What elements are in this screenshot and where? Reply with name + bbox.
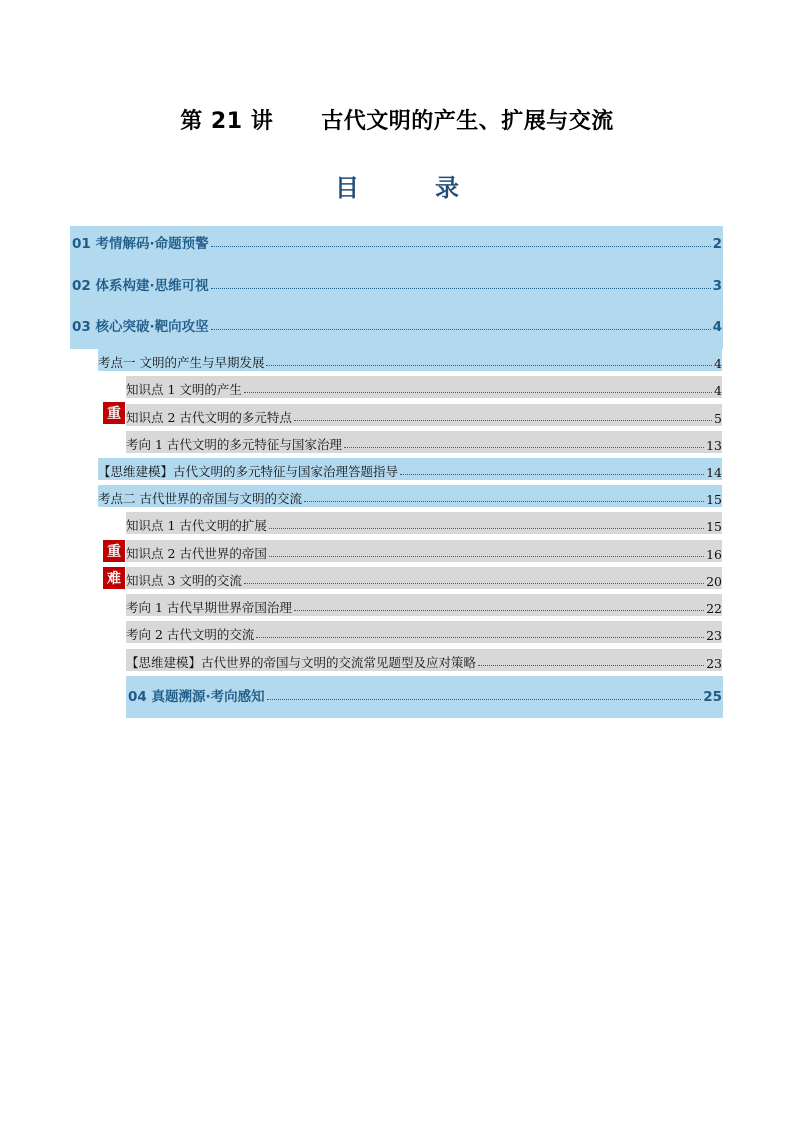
toc-entry-page: 14 <box>706 465 722 480</box>
toc-entry-zhishidian-1-2[interactable] <box>126 404 722 426</box>
toc-entry-page: 23 <box>706 656 722 671</box>
toc-entry-label: 04 真题溯源·考向感知 <box>128 689 265 705</box>
toc-entry-label: 知识点 2 古代文明的多元特点 <box>126 410 292 425</box>
toc-entry-label: 考向 1 古代早期世界帝国治理 <box>126 600 292 615</box>
toc-entry-siwei-1[interactable] <box>98 458 722 480</box>
lesson-title <box>0 104 794 135</box>
toc-entry-page: 2 <box>712 236 722 252</box>
toc-entry-02[interactable] <box>72 272 722 294</box>
toc-entry-page: 16 <box>706 547 722 562</box>
toc-entry-kaoxiang-2-2[interactable] <box>126 621 722 643</box>
dot-leader <box>244 392 712 393</box>
toc-heading-right: 录 <box>435 174 459 202</box>
toc-entry-kaodian-2[interactable] <box>98 485 722 507</box>
dot-leader <box>267 699 702 700</box>
toc-entry-page: 4 <box>714 356 722 371</box>
toc-entry-page: 5 <box>714 411 722 426</box>
toc-entry-page: 20 <box>706 574 722 589</box>
toc-entry-label: 03 核心突破·靶向攻坚 <box>72 319 209 335</box>
dot-leader <box>266 365 712 366</box>
dot-leader <box>400 474 704 475</box>
toc-entry-page: 22 <box>706 601 722 616</box>
toc-entry-zhishidian-2-2[interactable] <box>126 540 722 562</box>
toc-entry-page: 13 <box>706 438 722 453</box>
toc-entry-page: 3 <box>712 278 722 294</box>
toc-entry-page: 25 <box>703 689 722 705</box>
toc-heading-left: 目 <box>335 174 359 202</box>
toc-entry-03[interactable] <box>72 313 722 335</box>
toc-entry-kaodian-1[interactable] <box>98 349 722 371</box>
toc-entry-page: 4 <box>712 319 722 335</box>
difficult-point-badge: 难 <box>103 567 125 589</box>
toc-entry-label: 考点二 古代世界的帝国与文明的交流 <box>98 491 302 506</box>
toc-entry-page: 4 <box>714 383 722 398</box>
toc-heading <box>0 168 794 203</box>
toc-entry-zhishidian-2-1[interactable] <box>126 512 722 534</box>
toc-entry-label: 知识点 3 文明的交流 <box>126 573 242 588</box>
toc-entry-label: 【思维建模】古代文明的多元特征与国家治理答题指导 <box>98 464 399 479</box>
toc-entry-zhishidian-1-1[interactable] <box>126 376 722 398</box>
toc-entry-page: 15 <box>706 492 722 507</box>
dot-leader <box>211 329 711 330</box>
dot-leader <box>269 556 704 557</box>
toc-entry-page: 15 <box>706 519 722 534</box>
toc-entry-kaoxiang-2-1[interactable] <box>126 594 722 616</box>
key-point-badge: 重 <box>103 402 125 424</box>
toc-entry-siwei-2[interactable] <box>126 649 722 671</box>
lesson-name: 古代文明的产生、扩展与交流 <box>321 109 614 134</box>
key-point-badge: 重 <box>103 540 125 562</box>
toc-entry-label: 知识点 1 古代文明的扩展 <box>126 518 267 533</box>
lesson-number: 第 21 讲 <box>180 109 274 134</box>
toc-entry-zhishidian-2-3[interactable] <box>126 567 722 589</box>
toc-entry-label: 知识点 1 文明的产生 <box>126 382 242 397</box>
toc-entry-label: 01 考情解码·命题预警 <box>72 236 209 252</box>
toc-entry-label: 【思维建模】古代世界的帝国与文明的交流常见题型及应对策略 <box>126 655 477 670</box>
toc-entry-label: 考向 2 古代文明的交流 <box>126 627 255 642</box>
toc-entry-label: 知识点 2 古代世界的帝国 <box>126 546 267 561</box>
dot-leader <box>211 288 711 289</box>
toc-entry-04[interactable] <box>128 683 722 705</box>
dot-leader <box>294 610 704 611</box>
dot-leader <box>269 528 704 529</box>
toc-entry-label: 02 体系构建·思维可视 <box>72 278 209 294</box>
dot-leader <box>256 637 704 638</box>
toc-entry-page: 23 <box>706 628 722 643</box>
dot-leader <box>304 501 704 502</box>
dot-leader <box>344 447 704 448</box>
dot-leader <box>211 246 711 247</box>
toc-entry-kaoxiang-1-1[interactable] <box>126 431 722 453</box>
dot-leader <box>244 583 704 584</box>
toc-entry-01[interactable] <box>72 230 722 252</box>
dot-leader <box>294 420 712 421</box>
toc-entry-label: 考点一 文明的产生与早期发展 <box>98 355 265 370</box>
dot-leader <box>478 665 704 666</box>
toc-entry-label: 考向 1 古代文明的多元特征与国家治理 <box>126 437 342 452</box>
